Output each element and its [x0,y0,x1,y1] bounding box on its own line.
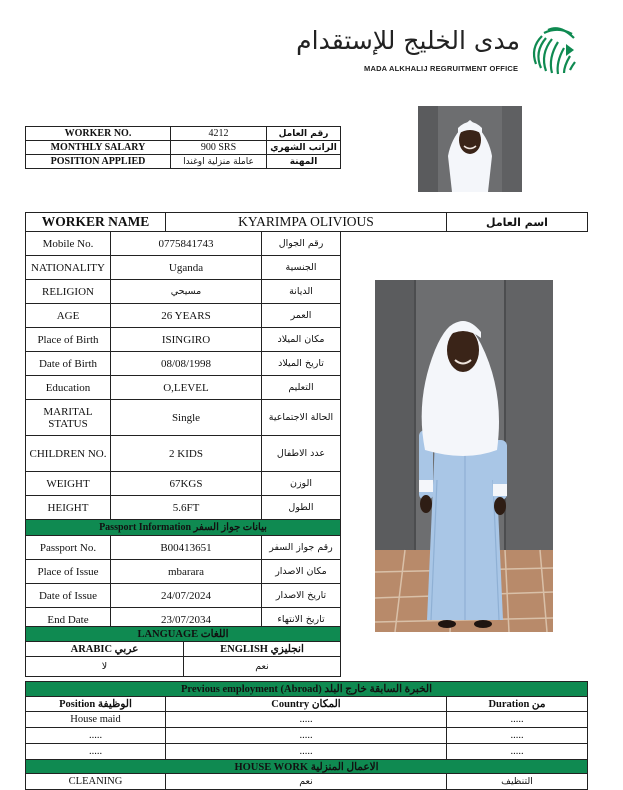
employment-col-duration: Duration من [447,697,588,712]
employment-row [26,728,588,744]
summary-row-salary [26,141,341,155]
summary-row-worker-no [26,127,341,141]
detail-label-ar: الوزن [262,472,341,496]
detail-label-en: Place of Birth [26,328,111,352]
detail-label-en: MARITAL STATUS [26,400,111,436]
language-english-value: نعم [184,657,341,677]
passport-row-number [26,536,341,560]
detail-value: 08/08/1998 [111,352,262,376]
detail-row-place-of-birth [26,328,341,352]
employment-duration: ..... [447,712,588,728]
housework-label-ar: التنظيف [447,774,588,790]
employment-country: ..... [166,712,447,728]
summary-label-ar: رقم العامل [267,127,341,141]
detail-row-marital-status [26,400,341,436]
employment-row [26,712,588,728]
housework-label-en: CLEANING [26,774,166,790]
summary-row-position [26,155,341,169]
passport-value: mbarara [111,560,262,584]
passport-row-date-of-issue [26,584,341,608]
summary-table [25,126,341,169]
worker-name-label-ar: اسم العامل [447,213,588,232]
passport-label-en: End Date [26,608,111,632]
employment-duration: ..... [447,744,588,760]
passport-row-place-of-issue [26,560,341,584]
passport-label-ar: رقم جواز السفر [262,536,341,560]
logo-globe-icon [526,24,582,80]
employment-table [25,681,588,790]
worker-name-label-en: WORKER NAME [26,213,166,232]
detail-label-en: CHILDREN NO. [26,436,111,472]
housework-value: نعم [166,774,447,790]
passport-value: 24/07/2024 [111,584,262,608]
detail-row-education [26,376,341,400]
detail-label-en: Mobile No. [26,232,111,256]
housework-section-header: HOUSE WORK الاعمال المنزلية [26,760,588,774]
employment-col-position: Position الوظيفة [26,697,166,712]
passport-header-row [26,520,341,536]
detail-row-nationality [26,256,341,280]
detail-value: 2 KIDS [111,436,262,472]
detail-label-ar: الجنسية [262,256,341,280]
detail-label-en: RELIGION [26,280,111,304]
detail-label-ar: مكان الميلاد [262,328,341,352]
employment-country: ..... [166,728,447,744]
detail-row-age [26,304,341,328]
passport-value: B00413651 [111,536,262,560]
worker-details-table [25,212,588,232]
detail-value: ISINGIRO [111,328,262,352]
detail-value: 0775841743 [111,232,262,256]
passport-label-en: Passport No. [26,536,111,560]
summary-label-ar: المهنة [267,155,341,169]
logo-english-text: MADA ALKHALIJ REGRUITMENT OFFICE [364,64,519,73]
detail-label-en: HEIGHT [26,496,111,520]
language-labels-row [26,642,341,657]
detail-label-ar: الديانة [262,280,341,304]
detail-row-height [26,496,341,520]
employment-col-country: Country المكان [166,697,447,712]
employment-duration: ..... [447,728,588,744]
detail-label-en: Education [26,376,111,400]
language-english-label: ENGLISH انجليزي [184,642,341,657]
worker-portrait-photo [418,106,522,192]
detail-label-ar: عدد الاطفال [262,436,341,472]
passport-section-header: Passport Information بيانات جواز السفر [26,520,341,536]
language-values-row [26,657,341,677]
detail-label-ar: الطول [262,496,341,520]
summary-value: عاملة منزلية اوغندا [171,155,267,169]
detail-value: 5.6FT [111,496,262,520]
summary-label-en: POSITION APPLIED [26,155,171,169]
detail-label-en: WEIGHT [26,472,111,496]
detail-value: 67KGS [111,472,262,496]
employment-header-row [26,682,588,697]
detail-value: Uganda [111,256,262,280]
housework-row-cleaning [26,774,588,790]
passport-label-ar: مكان الاصدار [262,560,341,584]
detail-label-ar: تاريخ الميلاد [262,352,341,376]
employment-columns-row [26,697,588,712]
housework-header-row [26,760,588,774]
detail-value: مسيحي [111,280,262,304]
worker-full-body-photo [375,280,553,632]
logo-arabic-text: مدى الخليج للإستقدام [296,26,520,55]
detail-row-mobile [26,232,341,256]
detail-label-en: Date of Birth [26,352,111,376]
employment-row [26,744,588,760]
language-arabic-value: لا [26,657,184,677]
personal-info-table [25,231,341,632]
employment-country: ..... [166,744,447,760]
detail-value: 26 YEARS [111,304,262,328]
detail-label-ar: العمر [262,304,341,328]
summary-label-en: WORKER NO. [26,127,171,141]
worker-name-row [26,213,588,232]
detail-row-children [26,436,341,472]
detail-label-en: AGE [26,304,111,328]
detail-value: O,LEVEL [111,376,262,400]
summary-value: 4212 [171,127,267,141]
language-section-header: LANGUAGE اللغات [26,627,341,642]
detail-label-ar: الحالة الاجتماعية [262,400,341,436]
employment-position: ..... [26,728,166,744]
language-table [25,626,341,677]
detail-label-ar: التعليم [262,376,341,400]
passport-label-en: Date of Issue [26,584,111,608]
passport-label-en: Place of Issue [26,560,111,584]
employment-section-header: Previous employment (Abroad) الخبرة السابقة خارج البلد [26,682,588,697]
employment-position: ..... [26,744,166,760]
detail-row-date-of-birth [26,352,341,376]
summary-value: 900 SRS [171,141,267,155]
passport-value: 23/07/2034 [111,608,262,632]
passport-label-ar: تاريخ الاصدار [262,584,341,608]
company-logo [296,24,585,84]
detail-row-weight [26,472,341,496]
employment-position: House maid [26,712,166,728]
detail-value: Single [111,400,262,436]
language-header-row [26,627,341,642]
summary-label-en: MONTHLY SALARY [26,141,171,155]
language-arabic-label: ARABIC عربي [26,642,184,657]
passport-label-ar: تاريخ الانتهاء [262,608,341,632]
summary-label-ar: الراتب الشهري [267,141,341,155]
worker-name-value: KYARIMPA OLIVIOUS [166,213,447,232]
detail-label-en: NATIONALITY [26,256,111,280]
detail-label-ar: رقم الجوال [262,232,341,256]
detail-row-religion [26,280,341,304]
